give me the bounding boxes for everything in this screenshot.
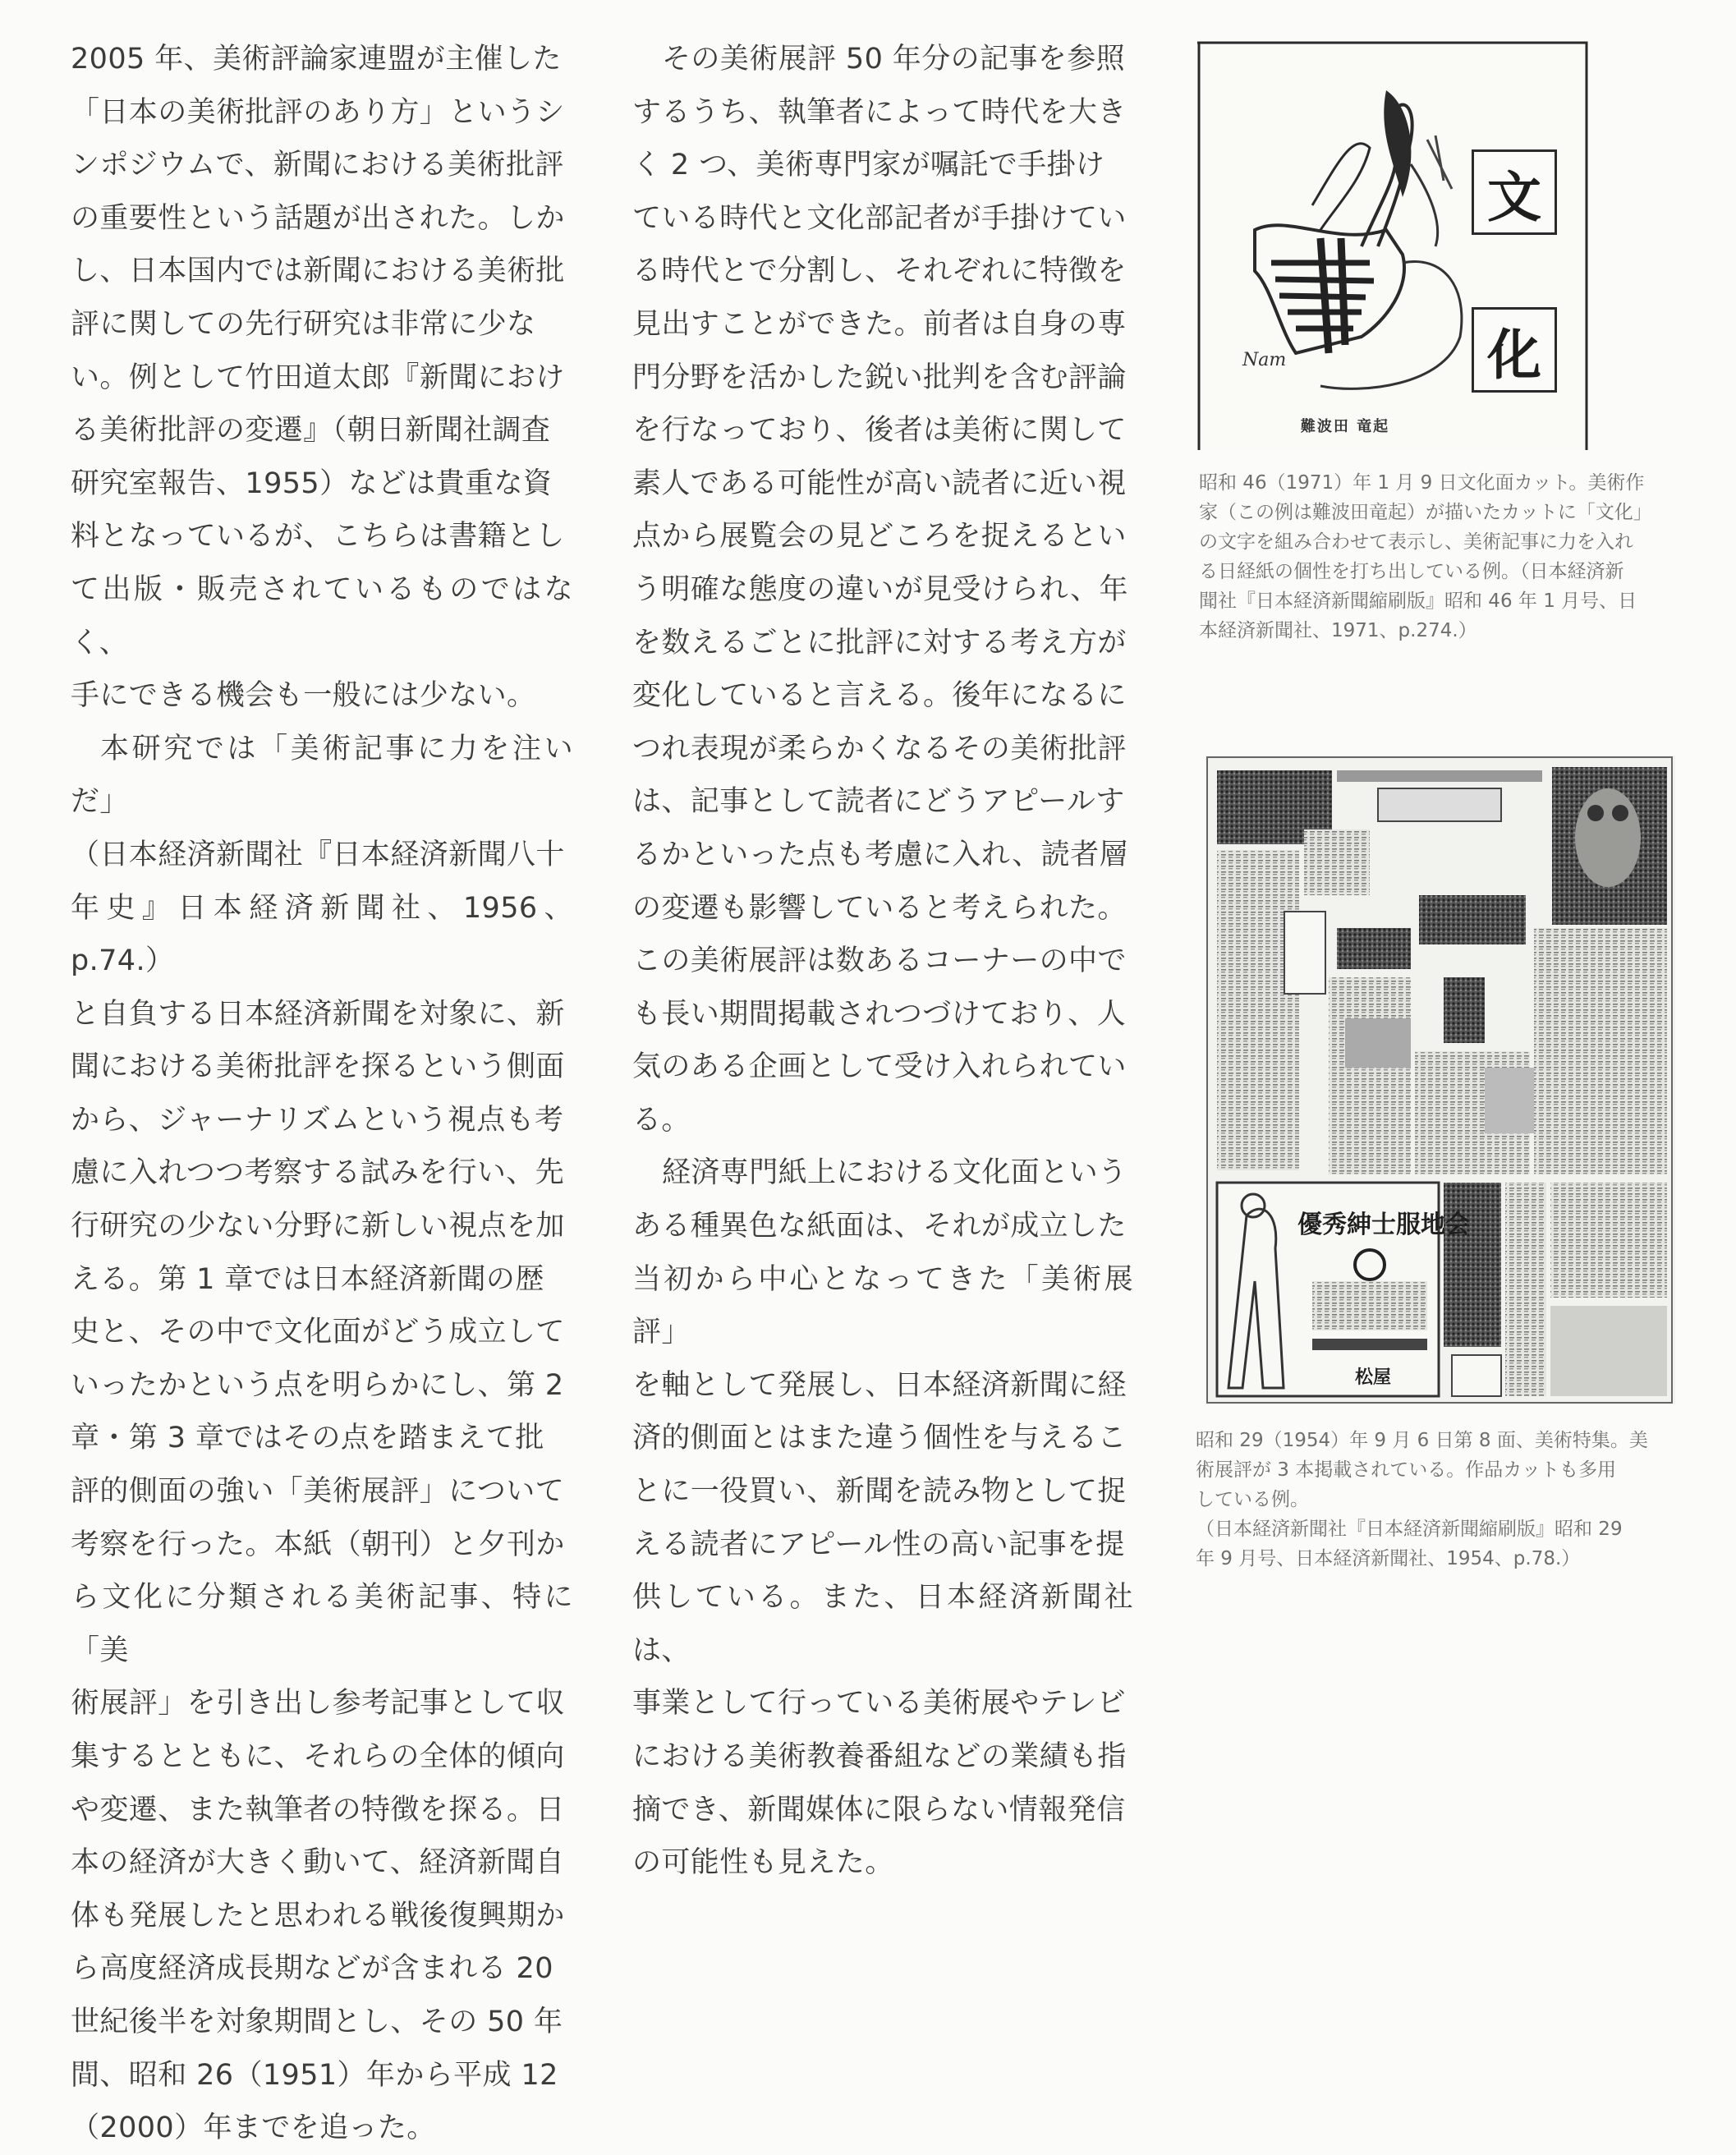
- bunka-char-2: 化: [1472, 307, 1557, 393]
- text-column-left: [71, 33, 573, 2155]
- ad-store-name: 松屋: [1355, 1367, 1392, 1388]
- caption-figure-1: 昭和 46（1971）年 1 月 9 日文化面カット。美術作 家（この例は難波田竜起）が描いたカットに「文化」 の文字を組み合わせて表示し、美術記事に力を入れ る日経紙の個性を打ち出している例。（日本経済新 聞社『日本経済新聞縮刷版』昭和 46 年 1 月号、日 本経済新聞社、1971、p.274.）: [1199, 472, 1652, 641]
- bunka-char-1: 文: [1472, 149, 1557, 235]
- paragraph-intro: 2005 年、美術評論家連盟が主催した 「日本の美術批評のあり方」というシ ンポジウムで、新聞における美術批評 の重要性という話題が出された。しか し、日本国内では新聞における美術批 評に関しての先行研究は非常に少な い。例として竹田道太郎『新聞におけ る美術批評の変遷』（朝日新聞社調査 研究室報告、1955）などは貴重な資 料となっているが、こちらは書籍とし て出版・販売されているものではなく、 手にできる機会も一般には少ない。: [71, 43, 573, 713]
- text-column-middle: [632, 33, 1133, 1890]
- figure-culture-cut: [1197, 41, 1588, 452]
- artist-signature: Nam: [1242, 350, 1287, 370]
- caption-figure-2: 昭和 29（1954）年 9 月 6 日第 8 面、美術特集。美 術展評が 3 本掲載されている。作品カットも多用 している例。 （日本経済新聞社『日本経済新聞縮刷版』昭和 29 年 9 月号、日本経済新聞社、1954、p.78.）: [1196, 1430, 1648, 1569]
- paragraph-conclusion: 経済専門紙上における文化面という ある種異色な紙面は、それが成立した 当初から中心となってきた「美術展評」 を軸として発展し、日本経済新聞に経 済的側面とはまた違う個性を与えるこ とに一役買い、新聞を読み物として捉 える読者にアピール性の高い記事を提 供している。また、日本経済新聞社は、 事業として行っている美術展やテレビ における美術教養番組などの業績も指 摘でき、新聞媒体に限らない情報発信 の可能性も見えた。: [632, 1156, 1133, 1880]
- paragraph-findings: その美術展評 50 年分の記事を参照 するうち、執筆者によって時代を大き く 2 つ、美術専門家が嘱託で手掛け ている時代と文化部記者が手掛けてい る時代とで分割し、それぞれに特徴を 見出すことができた。前者は自身の専 門分野を活かした鋭い批判を含む評論 を行なっており、後者は美術に関して 素人である可能性が高い読者に近い視 点から展覧会の見どころを捉えるとい う明確な態度の違いが見受けられ、年 を数えるごとに批評に対する考え方が 変化していると言える。後年になるに つれ表現が柔らかくなるその美術批評 は、記事として読者にどうアピールす るかといった点も考慮に入れ、読者層 の変遷も影響していると考えられた。 この美術展評は数あるコーナーの中で も長い期間掲載されつづけており、人 気のある企画として受け入れられてい る。: [632, 43, 1128, 1137]
- ad-title: 優秀紳士服地会: [1297, 1211, 1470, 1239]
- newspaper-scan: [1206, 756, 1675, 1404]
- figure-newspaper-page: [1206, 756, 1675, 1404]
- artist-name: 難波田 竜起: [1300, 418, 1390, 435]
- paragraph-research: 本研究では「美術記事に力を注いだ」 （日本経済新聞社『日本経済新聞八十 年史』日本経済新聞社、1956、p.74.） と自負する日本経済新聞を対象に、新 聞における美術批評を探るという側面 から、ジャーナリズムという視点も考 慮に入れつつ考察する試みを行い、先 行研究の少ない分野に新しい視点を加 える。第 1 章では日本経済新聞の歴 史と、その中で文化面がどう成立して いったかという点を明らかにし、第 2 章・第 3 章ではその点を踏まえて批 評的側面の強い「美術展評」について 考察を行った。本紙（朝刊）と夕刊か ら文化に分類される美術記事、特に「美 術展評」を引き出し参考記事として収 集するとともに、それらの全体的傾向 や変遷、また執筆者の特徴を探る。日 本の経済が大きく動いて、経済新聞自 体も発展したと思われる戦後復興期か ら高度経済成長期などが含まれる 20 世紀後半を対象期間とし、その 50 年 間、昭和 26（1951）年から平成 12 （2000）年までを追った。: [71, 732, 573, 2145]
